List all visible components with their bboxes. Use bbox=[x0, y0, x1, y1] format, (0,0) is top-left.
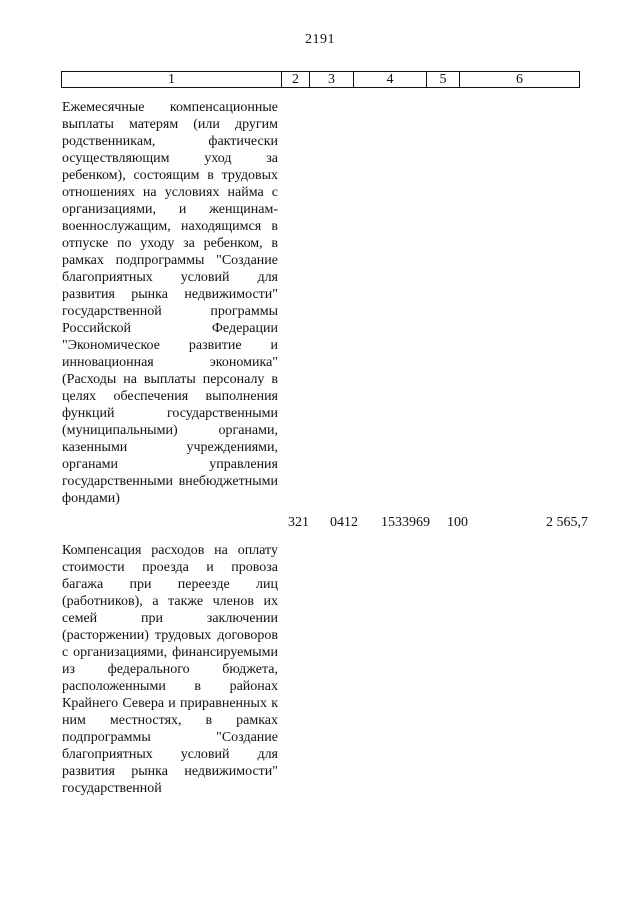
row-description: Ежемесячные компенсационные выплаты матерям (или другим родственникам, фактически осуществляющим уход за ребенком), состоящим в трудовых отношениях на условиях найма с организациями, и женщинам-военнослужащим, находящимся в отпуске по уходу за ребенком, в рамках подпрограммы "Создание благоприятных условий для развития рынка недвижимости" государственной программы Российской Федерации "Экономическое развитие и инновационная экономика" (Расходы на выплаты персоналу в целях обеспечения выполнения функций государственными (муниципальными) органами, казенными учреждениями, органами управления государственными внебюджетными фондами) bbox=[62, 100, 278, 506]
amount: 2 565,7 bbox=[546, 515, 588, 530]
section-code: 0412 bbox=[330, 515, 358, 530]
row-description: Компенсация расходов на оплату стоимости проезда и провоза багажа при переезде лиц (работников), а также членов их семей при заключении (расторжении) трудовых договоров с организациями, финансируемыми из федерального бюджета, расположенными в районах Крайнего Севера и приравненных к ним местностях, в рамках подпрограммы "Создание благоприятных условий для развития рынка недвижимости" государственной bbox=[62, 543, 278, 796]
column-header-2: 2 bbox=[282, 72, 310, 88]
column-header-1: 1 bbox=[62, 72, 282, 88]
column-header-4: 4 bbox=[354, 72, 427, 88]
column-header-table bbox=[61, 71, 580, 88]
column-header-row bbox=[62, 72, 580, 88]
column-header-3: 3 bbox=[310, 72, 354, 88]
ministry-code: 321 bbox=[288, 515, 309, 530]
target-article-code: 1533969 bbox=[381, 515, 430, 530]
expense-type-code: 100 bbox=[447, 515, 468, 530]
page-number: 2191 bbox=[305, 32, 335, 47]
column-header-6: 6 bbox=[460, 72, 580, 88]
column-header-5: 5 bbox=[427, 72, 460, 88]
